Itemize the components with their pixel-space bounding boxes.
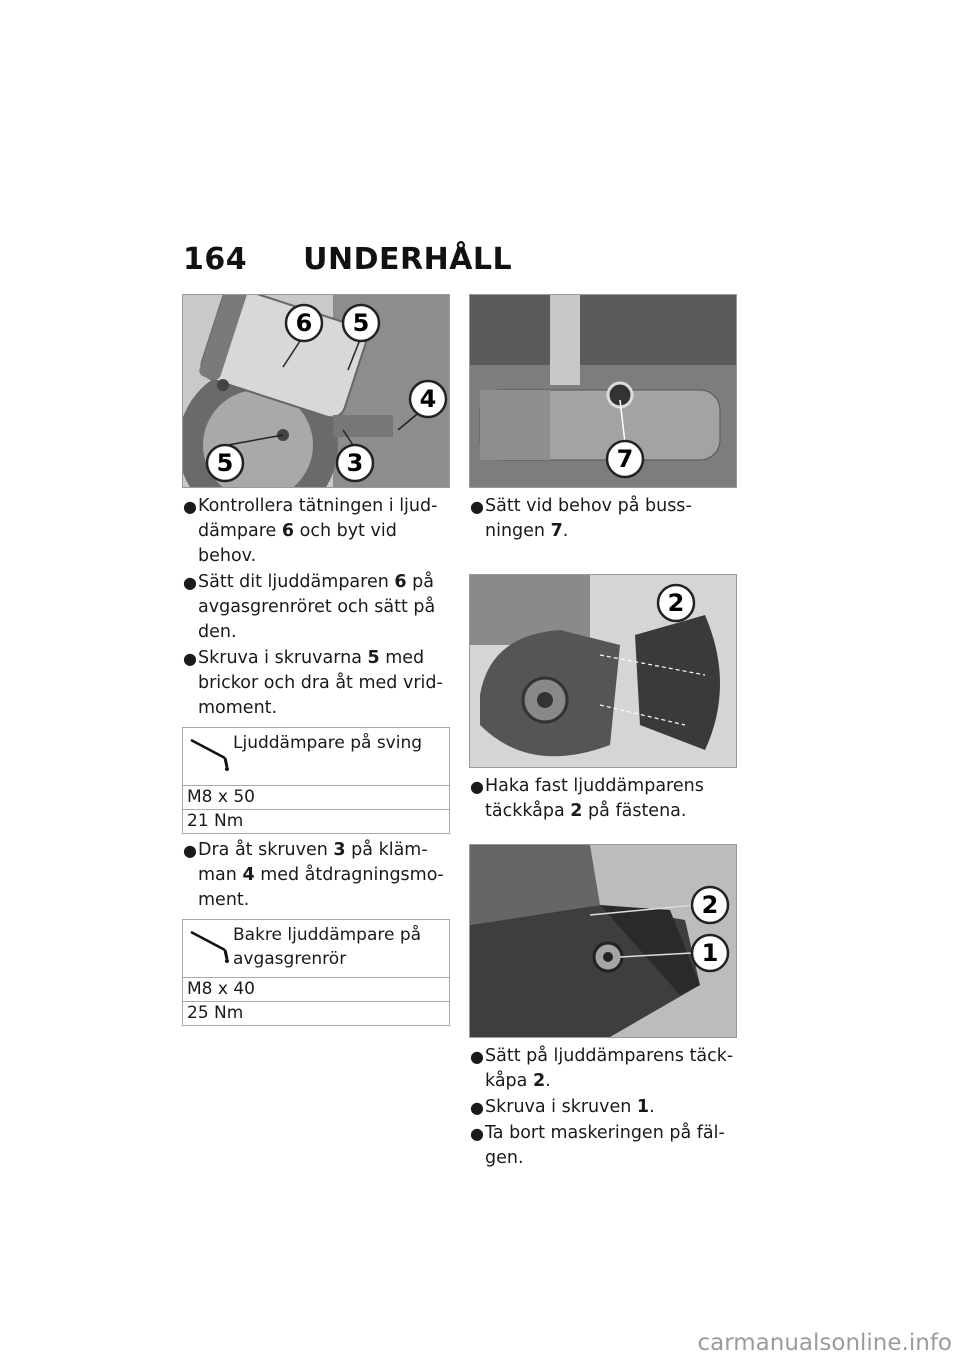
torque-wrench-icon [187, 926, 231, 964]
page-header [183, 242, 512, 277]
list-item: ● Ta bort maskeringen på fälgen. [470, 1123, 725, 1168]
cover-screw-photo [469, 844, 737, 1038]
torque-spec-exhaust [182, 919, 450, 1026]
left-steps-2 [182, 838, 450, 913]
spec-title: Ljuddämpare på sving [233, 733, 423, 753]
cover-hook-photo [469, 574, 737, 768]
spec-thread: M8 x 50 [183, 786, 449, 810]
spec-torque: 21 Nm [187, 811, 244, 831]
section-title: UNDERHÅLL [303, 242, 513, 277]
torque-wrench-icon [187, 734, 231, 772]
spec-thread: M8 x 40 [183, 978, 449, 1002]
spec-title: Bakre ljuddämpare på avgasgrenrör [233, 925, 422, 969]
fig2-label-7: 7 [616, 445, 634, 473]
list-item: ● Skruva i skruvarna 5 med brickor och dra åt med vridmoment. [183, 648, 443, 718]
left-steps-1 [182, 494, 450, 721]
list-item: ● Sätt dit ljuddämparen 6 på avgasgrenröret och sätt på den. [183, 572, 436, 642]
fig1-label-4: 4 [419, 385, 437, 413]
fig4-label-1: 1 [701, 939, 719, 967]
muffler-photo [182, 294, 450, 488]
watermark: carmanualsonline.info [697, 1330, 952, 1356]
fig1-label-6: 6 [295, 309, 313, 337]
right-steps-3 [469, 1044, 737, 1171]
right-column [469, 294, 737, 1172]
torque-spec-swing [182, 727, 450, 834]
fig1-label-3: 3 [346, 449, 364, 477]
list-item: ● Skruva i skruven 1. [470, 1097, 655, 1117]
fig3-label-2: 2 [667, 589, 685, 617]
list-item: ● Dra åt skruven 3 på klämman 4 med åtdragningsmoment. [183, 840, 444, 910]
bushing-photo [469, 294, 737, 488]
fig1-label-5a: 5 [352, 309, 370, 337]
list-item: ● Kontrollera tätningen i ljuddämpare 6 och byt vid behov. [183, 496, 438, 566]
right-steps-1 [469, 494, 737, 544]
page-number: 164 [183, 242, 248, 277]
right-steps-2 [469, 774, 737, 824]
fig1-label-5b: 5 [216, 449, 234, 477]
fig4-label-2: 2 [701, 891, 719, 919]
spec-torque: 25 Nm [187, 1003, 244, 1023]
left-column [182, 294, 450, 1030]
list-item: ● Haka fast ljuddämparens täckkåpa 2 på fästena. [470, 776, 704, 821]
list-item: ● Sätt vid behov på bussningen 7. [470, 496, 692, 541]
list-item: ● Sätt på ljuddämparens täckkåpa 2. [470, 1046, 734, 1091]
